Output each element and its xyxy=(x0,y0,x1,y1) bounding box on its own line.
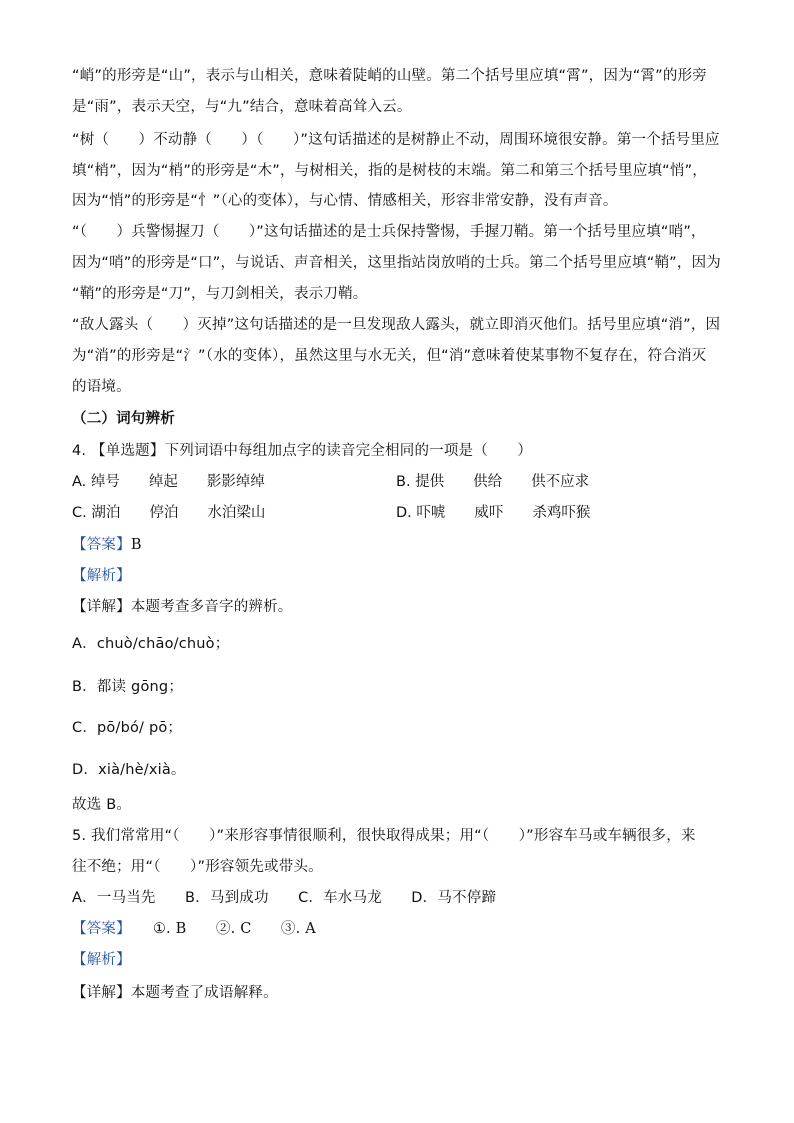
answer-label: 【答案】 xyxy=(72,921,131,937)
question-5-stem: 5. 我们常常用“（ ）”来形容事情很顺利，很快取得成果；用“（ ）”形容车马或车辆很多，来 xyxy=(72,828,696,844)
q4-option-d: D. 吓唬 威吓 杀鸡吓猴 xyxy=(396,505,591,521)
answer-value: ①. B ②. C ③. A xyxy=(152,921,316,937)
paragraph-line: “（ ）兵警惕握刀（ ）”这句话描述的是士兵保持警惕，手握刀鞘。第一个括号里应填“哨”， xyxy=(72,224,706,240)
conclusion-text: 故选 B。 xyxy=(72,797,132,813)
paragraph-line: 是“雨”，表示天空，与“九”结合，意味着高耸入云。 xyxy=(72,99,412,115)
detail-text: 【详解】本题考查了成语解释。 xyxy=(72,985,278,1001)
reading-c: C．pō/bó/ pō； xyxy=(72,720,183,736)
question-4-stem: 4. 【单选题】下列词语中每组加点字的读音完全相同的一项是（ ） xyxy=(72,443,533,459)
question-5-stem-cont: 往不绝；用“（ ）”形容领先或带头。 xyxy=(72,859,323,875)
paragraph-line: “敌人露头（ ）灭掉”这句话描述的是一旦发现敌人露头，就立即消灭他们。括号里应填“消”，因 xyxy=(72,317,721,333)
reading-d: D．xià/hè/xià。 xyxy=(72,762,186,778)
answer-value: B xyxy=(130,537,142,553)
q5-options: A．一马当先 B．马到成功 C．车水马龙 D．马不停蹄 xyxy=(72,890,497,906)
paragraph-line: 填“梢”，因为“梢”的形旁是“木”，与树相关，指的是树枝的末端。第二和第三个括号里应填“悄”， xyxy=(72,163,707,179)
q5-answer-row xyxy=(72,919,316,939)
paragraph-line: 为“消”的形旁是“氵”（水的变体），虽然这里与水无关，但“消”意味着使某事物不复存在，符合消灭 xyxy=(72,348,707,364)
section-title: （二）词句辨析 xyxy=(72,411,175,427)
analysis-label: 【解析】 xyxy=(72,568,131,584)
paragraph-line: “峭”的形旁是“山”，表示与山相关，意味着陡峭的山壁。第二个括号里应填“霄”，因为“霄”的形旁 xyxy=(72,68,707,84)
q4-option-b: B. 提供 供给 供不应求 xyxy=(396,474,590,490)
answer-label: 【答案】 xyxy=(72,537,131,553)
q4-option-a: A. 绰号 绰起 影影绰绰 xyxy=(72,474,265,490)
paragraph-line: 因为“哨”的形旁是“口”，与说话、声音相关，这里指站岗放哨的士兵。第二个括号里应填“鞘”，因为 xyxy=(72,255,721,271)
q4-option-c: C. 湖泊 停泊 水泊梁山 xyxy=(72,505,266,521)
paragraph-line: “鞘”的形旁是“刀”，与刀剑相关，表示刀鞘。 xyxy=(72,286,368,302)
detail-text: 【详解】本题考查多音字的辨析。 xyxy=(72,599,293,615)
analysis-label: 【解析】 xyxy=(72,952,131,968)
paragraph-line: “树（ ）不动静（ ）（ ）”这句话描述的是树静止不动，周围环境很安静。第一个括号里应 xyxy=(72,132,720,148)
paragraph-line: 因为“悄”的形旁是“忄”（心的变体），与心情、情感相关，形容非常安静，没有声音。 xyxy=(72,193,618,209)
paragraph-line: 的语境。 xyxy=(72,379,131,395)
q4-answer-row xyxy=(72,535,142,555)
reading-b: B．都读 gōng； xyxy=(72,679,184,695)
reading-a: A．chuò/chāo/chuò； xyxy=(72,636,230,652)
